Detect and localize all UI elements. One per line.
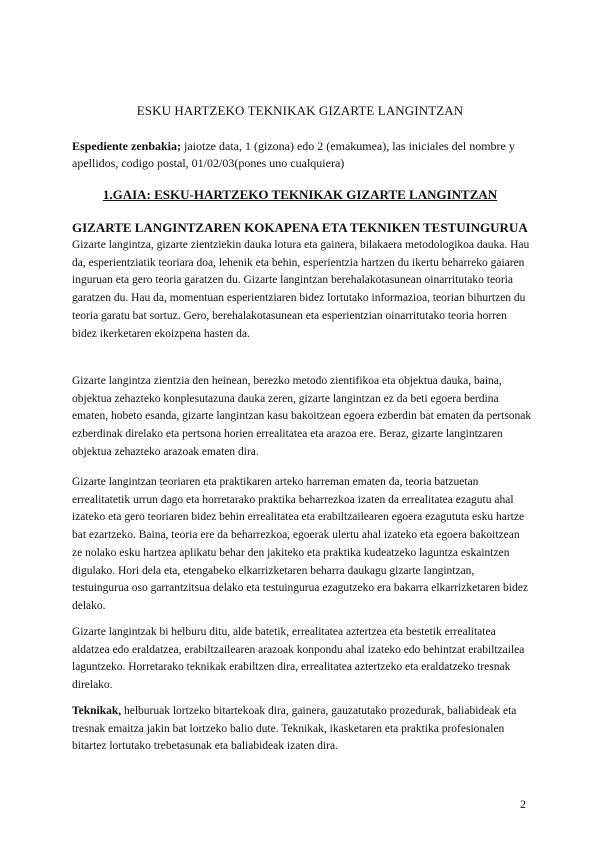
chapter-title: 1.GAIA: ESKU-HARTZEKO TEKNIKAK GIZARTE LANGINTZAN <box>102 187 498 202</box>
expediente-label: Espediente zenbakia; <box>72 139 182 153</box>
paragraph-1: Gizarte langintza, gizarte zientziekin dauka lotura eta gainera, bilakaera metodologikoa dauka. Hau da, esperientziatik teoriara doa, lehenik eta behin, esperientzia hartzen du ikertu beharreko gaiaren inguruan eta gero teoria garatzen du. Gizarte langintzan berehalakotasunean oinarritutako teoria garatzen du. Hau da, momentuan esperientziaren bidez lortutako informazioa, teorian bihurtzen du teoria garatu bat sortuz. Gero, berehalakotasunean eta esperientzian oinarritutako teoria horren bidez ikerketaren ekoizpena hasten da. <box>72 239 530 340</box>
paragraph-5 <box>72 703 532 756</box>
paragraph-4: Gizarte langintzak bi helburu ditu, alde batetik, errealitatea aztertzea eta bestetik errealitatea aldatzea edo eraldatzea, erabiltzailearen arazoak konpondu ahal izateko edo behintzat erabiltzailea laguntzeko. Horretarako teknikak erabiltzen dira, errealitatea aztertzeko eta eraldatzeko tresnak direlako. <box>72 626 525 692</box>
section-heading: GIZARTE LANGINTZAREN KOKAPENA ETA TEKNIKEN TESTUINGURUA <box>72 220 528 235</box>
document-title: ESKU HARTZEKO TEKNIKAK GIZARTE LANGINTZAN <box>136 103 464 118</box>
paragraph-5-text: helburuak lortzeko bitartekoak dira, gainera, gauzatutako prozedurak, baliabideak eta tresnak emaitza jakin bat lortzeko balio dute. Teknikak, ikasketaren eta praktika profesionalen bitartez lortutako trebetasunak eta baliabideak izaten dira. <box>72 705 517 753</box>
teknikak-term: Teknikak, <box>72 705 122 717</box>
page-number: 2 <box>520 797 526 811</box>
paragraph-2: Gizarte langintza zientzia den heinean, berezko metodo zientifikoa eta objektua dauka, baina, objektua zehazteko konplesutazuna dauka zeren, gizarte langintzan ez da beti egoera berdina ematen, hobeto esanda, gizarte langintzan kasu bakoitzean egoera ezberdin bat ematen da pertsonak ezberdinak direlako eta pertsona horien errealitatea eta arazoa ere. Beraz, gizarte langintzaren objektua zehazteko arazoak ematen dira. <box>72 375 532 458</box>
paragraph-3: Gizarte langintzan teoriaren eta praktikaren arteko harreman ematen da, teoria batzuetan errealitatetik urrun dago eta horretarako praktika beharrezkoa izaten da errealitatea ezagutu ahal izateko eta gero teoriaren bidez behin errealitatea eta erabiltzailearen egoera ezagututa esku hartze bat ezartzeko. Baina, teoria ere da beharrezkoa, egoerak ulertu ahal izateko eta egoera bakoitzean ze nolako esku hartzea aplikatu behar den jakiteko eta praktika kudeatzeko laguntza eskaintzen digulako. Hori dela eta, etengabeko elkarrizketaren beharra daukagu gizarte langintzan, testuingurua oso garrantzitsua delako eta testuingurua ezagutzeko era bakarra elkarrizketaren bidez delako. <box>72 476 528 612</box>
expediente-line <box>72 138 534 172</box>
expediente-text: jaiotze data, 1 (gizona) edo 2 (emakumea), las iniciales del nombre y apellidos, codigo postal, 01/02/03(pones uno cualquiera) <box>72 139 515 170</box>
